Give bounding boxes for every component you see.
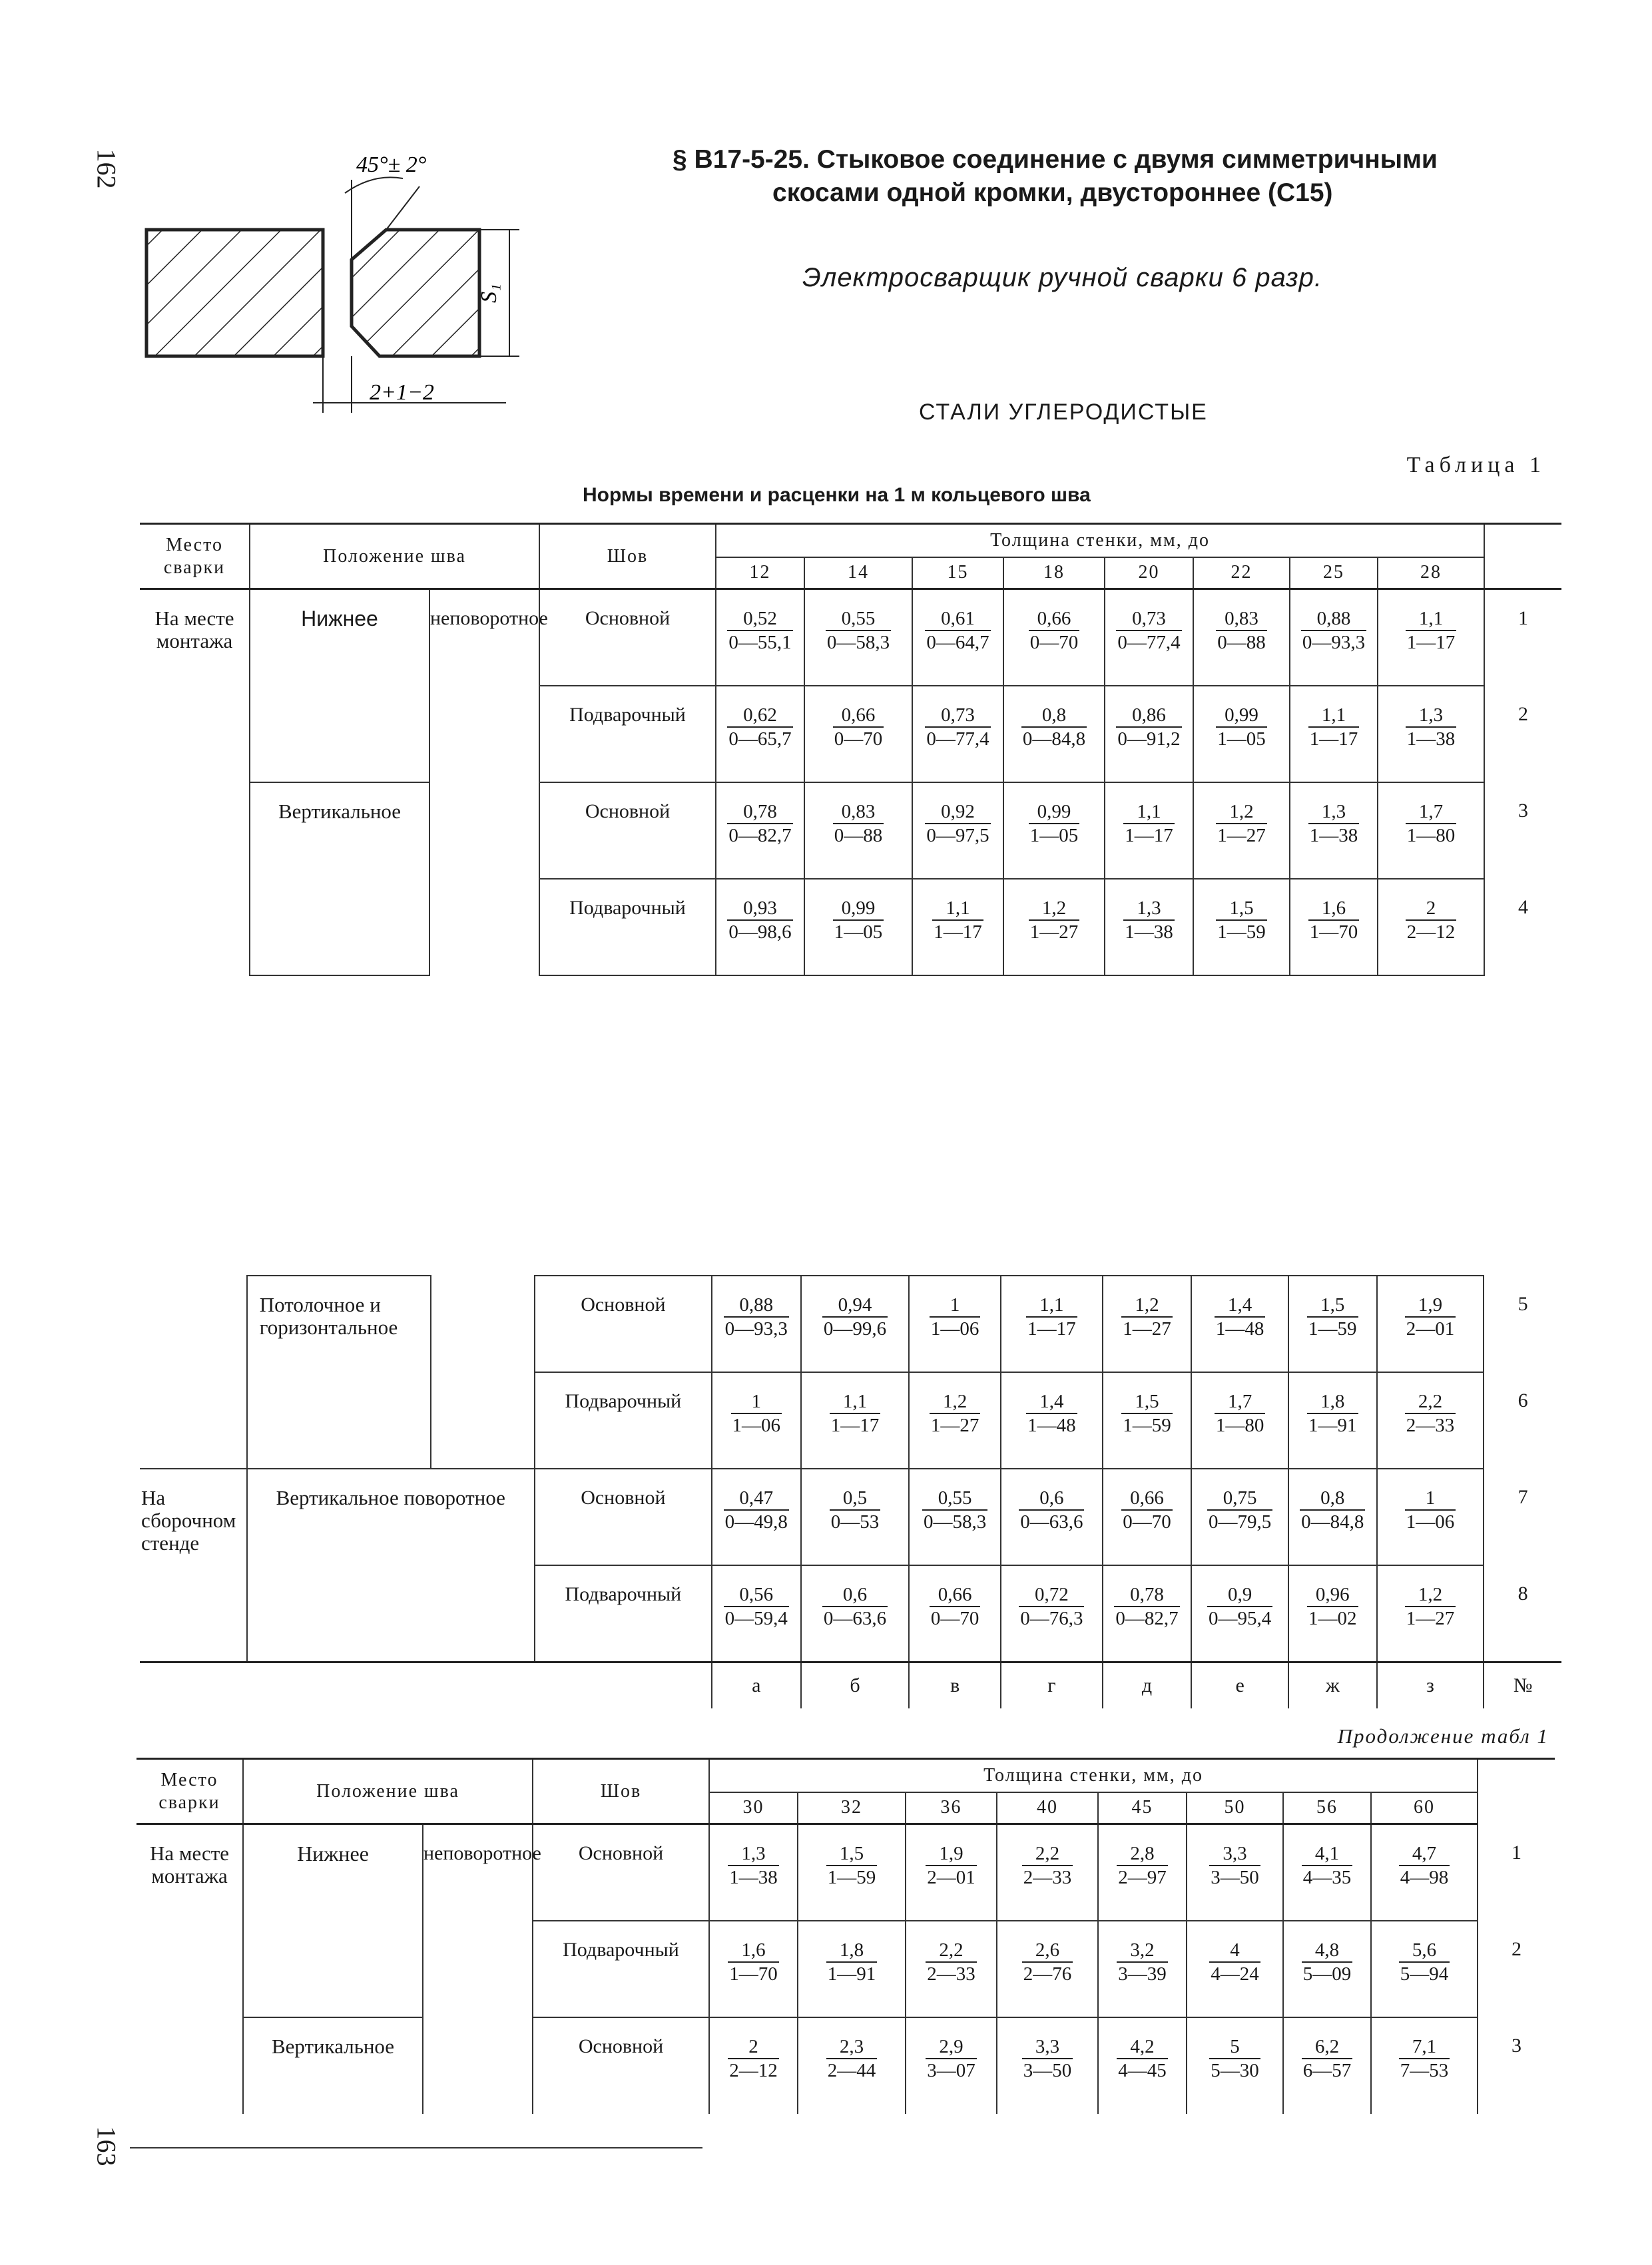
norm-cell: $\frac{0,66}{0—70}$ <box>834 704 883 750</box>
norm-cell: $\frac{0,99}{1—05}$ <box>1217 704 1266 750</box>
norm-cell: $\frac{0,55}{0—58,3}$ <box>826 608 890 653</box>
position-lower: Нижнее <box>250 589 429 782</box>
norm-cell: $\frac{0,6}{0—63,6}$ <box>1020 1487 1083 1533</box>
seam-label: Подварочный <box>533 1921 709 2017</box>
norm-cell: $\frac{2,6}{2—76}$ <box>1023 1939 1072 1985</box>
norm-cell: $\frac{1,2}{1—27}$ <box>930 1391 979 1436</box>
norm-cell: $\frac{4,8}{5—09}$ <box>1302 1939 1352 1985</box>
norm-cell: $\frac{0,93}{0—98,6}$ <box>728 897 792 943</box>
thickness-50: 50 <box>1187 1792 1283 1824</box>
seam-label: Основной <box>535 1469 712 1565</box>
header-position: Положение шва <box>243 1759 533 1824</box>
thickness-25: 25 <box>1290 557 1378 589</box>
norm-cell: $\frac{1}{1—06}$ <box>930 1294 979 1340</box>
row-number: 6 <box>1517 1389 1528 1411</box>
seam-label: Подварочный <box>539 879 716 975</box>
norm-cell: $\frac{1,8}{1—91}$ <box>827 1939 876 1985</box>
worker-qualification: Электросварщик ручной сварки 6 разр. <box>802 263 1322 292</box>
norm-cell: $\frac{0,86}{0—91,2}$ <box>1117 704 1181 750</box>
norm-cell: $\frac{0,5}{0—53}$ <box>830 1487 880 1533</box>
thickness-20: 20 <box>1105 557 1193 589</box>
norm-cell: $\frac{1,1}{1—17}$ <box>830 1391 880 1436</box>
page-number-top: 162 <box>91 148 122 189</box>
norm-cell: $\frac{5}{5—30}$ <box>1211 2035 1259 2081</box>
norm-cell: $\frac{0,8}{0—84,8}$ <box>1301 1487 1364 1533</box>
norm-cell: $\frac{1,1}{1—17}$ <box>1309 704 1358 750</box>
norm-cell: $\frac{4,2}{4—45}$ <box>1118 2035 1167 2081</box>
norm-cell: $\frac{0,96}{1—02}$ <box>1308 1584 1357 1629</box>
norm-cell: $\frac{1,2}{1—27}$ <box>1123 1294 1171 1340</box>
norm-cell: $\frac{0,83}{0—88}$ <box>1217 608 1266 653</box>
norm-cell: $\frac{1,6}{1—70}$ <box>729 1939 778 1985</box>
column-letter: в <box>909 1662 1001 1708</box>
row-number: 1 <box>1518 607 1529 629</box>
norm-cell: $\frac{1,1}{1—17}$ <box>1027 1294 1076 1340</box>
norm-cell: $\frac{2,2}{2—33}$ <box>927 1939 975 1985</box>
row-number: 3 <box>1518 799 1529 822</box>
thickness-label: S₁ <box>477 284 501 303</box>
place-assembly-stand: На сборочном стенде <box>140 1469 247 1662</box>
position-ceiling-horizontal: Потолочное и горизонтальное <box>247 1276 431 1469</box>
column-letter: з <box>1377 1662 1484 1708</box>
norm-cell: $\frac{2,3}{2—44}$ <box>827 2035 876 2081</box>
norm-cell: $\frac{1,5}{1—59}$ <box>1123 1391 1171 1436</box>
norm-cell: $\frac{1,4}{1—48}$ <box>1215 1294 1264 1340</box>
thickness-15: 15 <box>912 557 1003 589</box>
seam-label: Подварочный <box>539 686 716 782</box>
joint-drawing <box>133 140 546 419</box>
thickness-30: 30 <box>709 1792 798 1824</box>
norm-cell: $\frac{4,7}{4—98}$ <box>1400 1843 1449 1888</box>
gap-label: 2+1−2 <box>370 380 434 405</box>
norm-cell: $\frac{4}{4—24}$ <box>1211 1939 1259 1985</box>
norm-cell: $\frac{0,73}{0—77,4}$ <box>1117 608 1181 653</box>
column-letter: б <box>801 1662 910 1708</box>
norms-table-1-lower <box>140 1275 1561 1708</box>
norm-cell: $\frac{1,6}{1—70}$ <box>1309 897 1358 943</box>
header-thickness: Толщина стенки, мм, до <box>716 524 1484 557</box>
norm-cell: $\frac{0,78}{0—82,7}$ <box>728 800 792 846</box>
norm-cell: $\frac{1,3}{1—38}$ <box>1125 897 1173 943</box>
thickness-32: 32 <box>798 1792 906 1824</box>
norm-cell: $\frac{0,66}{0—70}$ <box>1029 608 1079 653</box>
thickness-14: 14 <box>804 557 912 589</box>
norm-cell: $\frac{1,4}{1—48}$ <box>1027 1391 1076 1436</box>
norm-cell: $\frac{1,8}{1—91}$ <box>1308 1391 1357 1436</box>
row-number: 8 <box>1484 1565 1561 1662</box>
thickness-40: 40 <box>997 1792 1098 1824</box>
thickness-36: 36 <box>906 1792 997 1824</box>
norm-cell: $\frac{0,72}{0—76,3}$ <box>1020 1584 1083 1629</box>
header-place: Место сварки <box>137 1759 243 1824</box>
table-caption: Нормы времени и расценки на 1 м кольцевого шва <box>583 484 1091 506</box>
norm-cell: $\frac{0,8}{0—84,8}$ <box>1022 704 1086 750</box>
header-position: Положение шва <box>250 524 539 589</box>
angle-label: 45°± 2° <box>356 152 427 177</box>
norm-cell: $\frac{1,3}{1—38}$ <box>729 1843 778 1888</box>
norm-cell: $\frac{1,3}{1—38}$ <box>1309 800 1358 846</box>
norm-cell: $\frac{2}{2—12}$ <box>1406 897 1456 943</box>
position-nonrotary: неповоротное <box>423 1824 533 2114</box>
norm-cell: $\frac{1,2}{1—27}$ <box>1406 1584 1455 1629</box>
position-vertical-rotary: Вертикальное поворотное <box>247 1469 535 1662</box>
norm-cell: $\frac{1,5}{1—59}$ <box>1308 1294 1357 1340</box>
norm-cell: $\frac{1,7}{1—80}$ <box>1406 800 1456 846</box>
header-seam: Шов <box>539 524 716 589</box>
column-letter: ж <box>1288 1662 1377 1708</box>
number-column-label: № <box>1513 1674 1533 1696</box>
header-seam: Шов <box>533 1759 709 1824</box>
norm-cell: $\frac{0,6}{0—63,6}$ <box>823 1584 887 1629</box>
norm-cell: $\frac{0,92}{0—97,5}$ <box>926 800 989 846</box>
seam-label: Подварочный <box>535 1372 712 1469</box>
title-line-1: § В17-5-25. Стыковое соединение с двумя симметричными <box>673 145 1438 174</box>
column-letter: а <box>712 1662 801 1708</box>
place-mounting: На месте монтажа <box>137 1824 243 2114</box>
norm-cell: $\frac{1,5}{1—59}$ <box>1217 897 1266 943</box>
seam-label: Основной <box>535 1276 712 1372</box>
norm-cell: $\frac{3,3}{3—50}$ <box>1023 2035 1072 2081</box>
norm-cell: $\frac{0,75}{0—79,5}$ <box>1209 1487 1272 1533</box>
divider <box>130 2147 702 2148</box>
row-number: 4 <box>1518 895 1529 918</box>
norm-cell: $\frac{0,56}{0—59,4}$ <box>724 1584 788 1629</box>
row-number: 1 <box>1512 1841 1522 1864</box>
steel-section: СТАЛИ УГЛЕРОДИСТЫЕ <box>919 399 1208 425</box>
page-number-bottom: 163 <box>91 2126 122 2166</box>
thickness-28: 28 <box>1378 557 1484 589</box>
norm-cell: $\frac{2,8}{2—97}$ <box>1118 1843 1167 1888</box>
row-number: 7 <box>1517 1486 1528 1508</box>
column-letter: г <box>1001 1662 1103 1708</box>
norm-cell: $\frac{0,52}{0—55,1}$ <box>728 608 792 653</box>
position-vertical: Вертикальное <box>250 782 429 975</box>
norm-cell: $\frac{0,88}{0—93,3}$ <box>1302 608 1366 653</box>
norm-cell: $\frac{0,99}{1—05}$ <box>1029 800 1079 846</box>
row-number: 2 <box>1518 702 1529 725</box>
norm-cell: $\frac{1}{1—06}$ <box>732 1391 781 1436</box>
position-vertical: Вертикальное <box>243 2017 423 2114</box>
norm-cell: $\frac{0,55}{0—58,3}$ <box>924 1487 987 1533</box>
row-number: 2 <box>1512 1937 1522 1960</box>
title-line-2: скосами одной кромки, двустороннее (С15) <box>772 178 1333 207</box>
norm-cell: $\frac{3,2}{3—39}$ <box>1118 1939 1167 1985</box>
row-number: 5 <box>1517 1293 1528 1315</box>
norm-cell: $\frac{1,7}{1—80}$ <box>1215 1391 1264 1436</box>
position-lower: Нижнее <box>243 1824 423 2017</box>
norm-cell: $\frac{0,47}{0—49,8}$ <box>724 1487 788 1533</box>
continuation-label: Продолжение табл 1 <box>1337 1724 1549 1748</box>
seam-label: Основной <box>539 782 716 879</box>
norm-cell: $\frac{1,2}{1—27}$ <box>1029 897 1079 943</box>
norm-cell: $\frac{2}{2—12}$ <box>729 2035 778 2081</box>
section-title <box>673 143 1538 210</box>
seam-label: Основной <box>539 589 716 686</box>
header-place: Место сварки <box>140 524 250 589</box>
thickness-60: 60 <box>1371 1792 1478 1824</box>
thickness-18: 18 <box>1003 557 1105 589</box>
position-nonrotary: неповоротное <box>429 589 539 975</box>
thickness-12: 12 <box>716 557 804 589</box>
column-letter: д <box>1103 1662 1192 1708</box>
norm-cell: $\frac{2,2}{2—33}$ <box>1023 1843 1072 1888</box>
norm-cell: $\frac{0,62}{0—65,7}$ <box>728 704 792 750</box>
norm-cell: $\frac{0,83}{0—88}$ <box>834 800 883 846</box>
norm-cell: $\frac{0,66}{0—70}$ <box>930 1584 979 1629</box>
thickness-56: 56 <box>1283 1792 1371 1824</box>
norm-cell: $\frac{7,1}{7—53}$ <box>1400 2035 1449 2081</box>
norm-cell: $\frac{3,3}{3—50}$ <box>1211 1843 1259 1888</box>
norm-cell: $\frac{0,61}{0—64,7}$ <box>926 608 989 653</box>
norm-cell: $\frac{1,5}{1—59}$ <box>827 1843 876 1888</box>
norms-table-1 <box>140 523 1561 976</box>
norm-cell: $\frac{0,78}{0—82,7}$ <box>1115 1584 1179 1629</box>
norm-cell: $\frac{6,2}{6—57}$ <box>1302 2035 1352 2081</box>
norm-cell: $\frac{2,2}{2—33}$ <box>1406 1391 1455 1436</box>
seam-label: Основной <box>533 2017 709 2114</box>
column-letter: е <box>1191 1662 1288 1708</box>
norm-cell: $\frac{1,9}{2—01}$ <box>927 1843 975 1888</box>
norm-cell: $\frac{1,1}{1—17}$ <box>1125 800 1173 846</box>
right-plate <box>352 230 479 356</box>
norm-cell: $\frac{1,1}{1—17}$ <box>1406 608 1456 653</box>
left-plate <box>146 230 323 356</box>
norm-cell: $\frac{1,1}{1—17}$ <box>934 897 982 943</box>
place-mounting: На месте монтажа <box>140 589 250 975</box>
thickness-45: 45 <box>1098 1792 1187 1824</box>
norm-cell: $\frac{2,9}{3—07}$ <box>927 2035 975 2081</box>
row-number: 3 <box>1512 2034 1522 2057</box>
norm-cell: $\frac{1}{1—06}$ <box>1406 1487 1455 1533</box>
norm-cell: $\frac{0,9}{0—95,4}$ <box>1209 1584 1272 1629</box>
header-thickness: Толщина стенки, мм, до <box>709 1759 1478 1792</box>
norm-cell: $\frac{0,66}{0—70}$ <box>1123 1487 1171 1533</box>
norm-cell: $\frac{0,94}{0—99,6}$ <box>823 1294 887 1340</box>
norm-cell: $\frac{1,9}{2—01}$ <box>1406 1294 1455 1340</box>
norm-cell: $\frac{0,99}{1—05}$ <box>834 897 883 943</box>
norms-table-2 <box>137 1758 1555 2114</box>
seam-label: Подварочный <box>535 1565 712 1662</box>
norm-cell: $\frac{1,3}{1—38}$ <box>1406 704 1456 750</box>
norm-cell: $\frac{4,1}{4—35}$ <box>1302 1843 1352 1888</box>
thickness-22: 22 <box>1193 557 1290 589</box>
table-label: Таблица 1 <box>1406 453 1545 477</box>
norm-cell: $\frac{0,73}{0—77,4}$ <box>926 704 989 750</box>
seam-label: Основной <box>533 1824 709 1921</box>
norm-cell: $\frac{5,6}{5—94}$ <box>1400 1939 1449 1985</box>
norm-cell: $\frac{1,2}{1—27}$ <box>1217 800 1266 846</box>
norm-cell: $\frac{0,88}{0—93,3}$ <box>724 1294 788 1340</box>
